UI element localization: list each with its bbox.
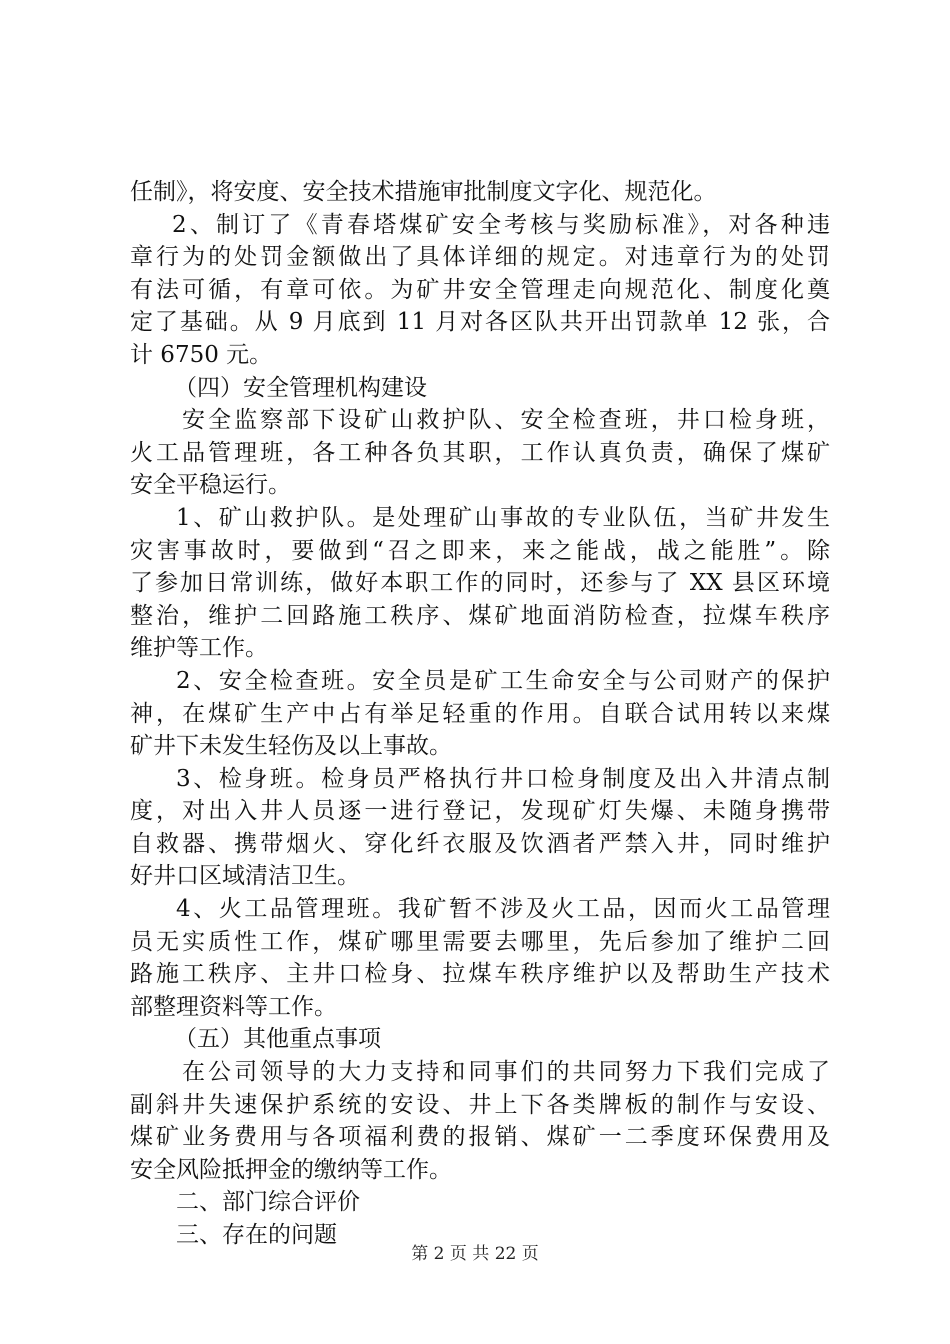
- text-line: 定了基础。从 9 月底到 11 月对各区队共开出罚款单 12 张，合: [130, 309, 830, 336]
- text-line: 安全风险抵押金的缴纳等工作。: [130, 1156, 452, 1183]
- text-line: 二、部门综合评价: [176, 1189, 360, 1216]
- text-line: 安全监察部下设矿山救护队、安全检查班，井口检身班，: [182, 407, 830, 434]
- text-line: 了参加日常训练，做好本职工作的同时，还参与了 XX 县区环境: [130, 570, 830, 597]
- document-body: [130, 176, 830, 1252]
- text-line: 计 6750 元。: [130, 341, 273, 368]
- text-line: 1、矿山救护队。是处理矿山事故的专业队伍，当矿井发生: [176, 504, 830, 531]
- text-line: 度，对出入井人员逐一进行登记，发现矿灯失爆、未随身携带: [130, 798, 830, 825]
- text-line: 在公司领导的大力支持和同事们的共同努力下我们完成了: [182, 1059, 830, 1086]
- text-line: 维护等工作。: [130, 635, 268, 662]
- text-line: 3、检身班。检身员严格执行井口检身制度及出入井清点制: [176, 765, 830, 792]
- text-line: 员无实质性工作，煤矿哪里需要去哪里，先后参加了维护二回: [130, 928, 830, 955]
- text-line: （五）其他重点事项: [174, 1026, 381, 1053]
- text-line: 有法可循，有章可依。为矿井安全管理走向规范化、制度化奠: [130, 276, 830, 303]
- text-line: 整治，维护二回路施工秩序、煤矿地面消防检查，拉煤车秩序: [130, 602, 830, 629]
- page-footer: 第 2 页 共 22 页: [411, 1244, 539, 1264]
- text-line: 章行为的处罚金额做出了具体详细的规定。对违章行为的处罚: [130, 244, 830, 271]
- text-line: 好井口区域清洁卫生。: [130, 863, 360, 890]
- text-line: 灾害事故时，要做到“召之即来，来之能战，战之能胜”。除: [130, 537, 830, 564]
- text-line: 自救器、携带烟火、穿化纤衣服及饮酒者严禁入井，同时维护: [130, 830, 830, 857]
- text-line: 4、火工品管理班。我矿暂不涉及火工品，因而火工品管理: [176, 896, 830, 923]
- text-line: 任制》，将安度、安全技术措施审批制度文字化、规范化。: [130, 179, 717, 205]
- text-line: 安全平稳运行。: [130, 472, 291, 499]
- text-line: 神，在煤矿生产中占有举足轻重的作用。自联合试用转以来煤: [130, 700, 830, 727]
- text-line: 矿井下未发生轻伤及以上事故。: [130, 733, 452, 760]
- text-line: 煤矿业务费用与各项福利费的报销、煤矿一二季度环保费用及: [130, 1124, 830, 1151]
- text-line: 2、制订了《青春塔煤矿安全考核与奖励标准》，对各种违: [172, 211, 830, 238]
- text-line: 路施工秩序、主井口检身、拉煤车秩序维护以及帮助生产技术: [130, 961, 830, 988]
- text-line: 2、安全检查班。安全员是矿工生命安全与公司财产的保护: [176, 667, 830, 694]
- text-line: 副斜井失速保护系统的安设、井上下各类牌板的制作与安设、: [130, 1091, 830, 1118]
- text-line: 火工品管理班，各工种各负其职，工作认真负责，确保了煤矿: [130, 439, 830, 466]
- text-line: 三、存在的问题: [176, 1222, 337, 1248]
- text-line: （四）安全管理机构建设: [174, 374, 427, 401]
- text-line: 部整理资料等工作。: [130, 993, 337, 1020]
